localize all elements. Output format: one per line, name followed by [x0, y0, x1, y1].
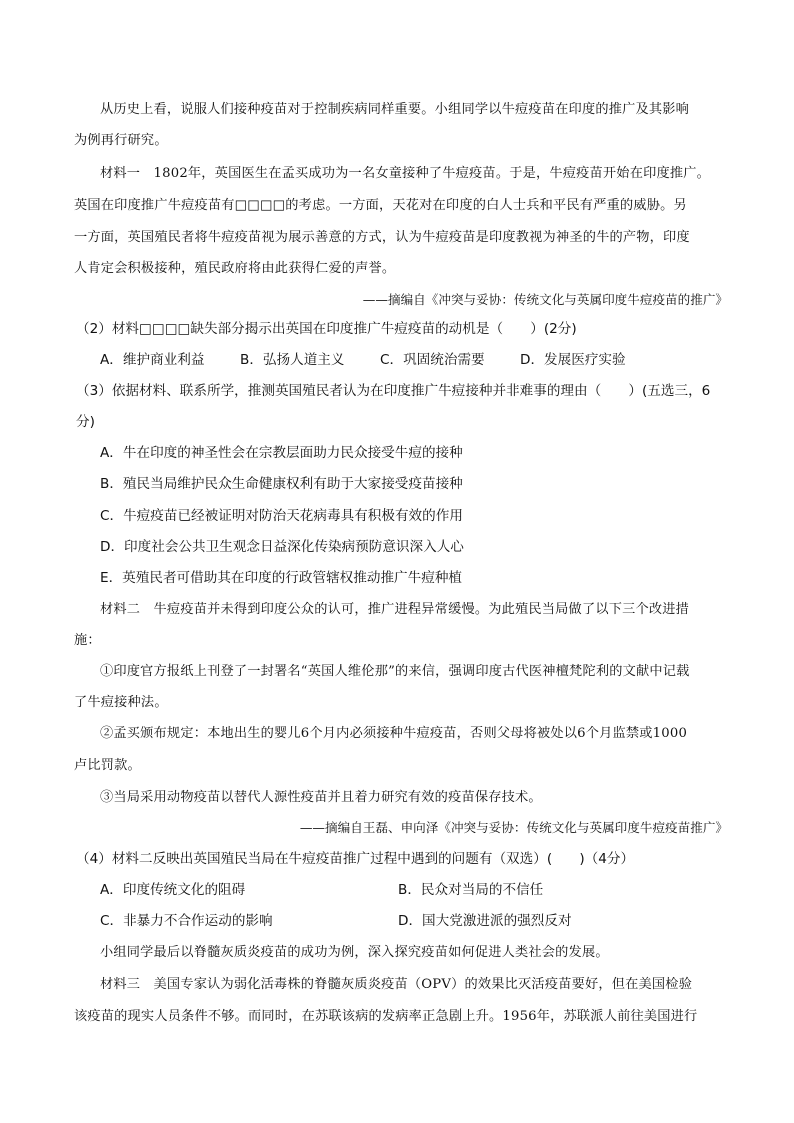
question-4-option-d: D．国大党激进派的强烈反对 [398, 913, 572, 929]
material2-item-3: ③当局采用动物疫苗以替代人源性疫苗并且着力研究有效的疫苗保存技术。 [100, 790, 542, 805]
material1-line-3: 一方面，英国殖民者将牛痘疫苗视为展示善意的方式，认为牛痘疫苗是印度教视为神圣的牛的产物，印度 [74, 230, 690, 245]
question-4-option-a: A．印度传统文化的阻碍 [100, 882, 246, 898]
question-2-option-a: A．维护商业利益 [100, 352, 205, 368]
question-3-option-b: B．殖民当局维护民众生命健康权利有助于大家接受疫苗接种 [100, 476, 463, 492]
material1-line-2: 英国在印度推广牛痘疫苗有□□□□的考虑。一方面，天花对在印度的白人士兵和平民有严重的威胁。另 [74, 198, 687, 213]
question-2-stem: （2）材料□□□□缺失部分揭示出英国在印度推广牛痘疫苗的动机是（ ）(2分) [76, 321, 577, 337]
material2-item-2-line-1: ②孟买颁布规定：本地出生的婴儿6个月内必须接种牛痘疫苗，否则父母将被处以6个月监禁或1000 [100, 726, 688, 741]
transition-text: 小组同学最后以脊髓灰质炎疫苗的成功为例，深入探究疫苗如何促进人类社会的发展。 [100, 945, 609, 960]
material2-item-2-line-2: 卢比罚款。 [74, 758, 141, 773]
material3-line-1: 材料三 美国专家认为弱化活毒株的脊髓灰质炎疫苗（OPV）的效果比灭活疫苗要好，但在美国检验 [100, 977, 693, 992]
question-4-stem: （4）材料二反映出英国殖民当局在牛痘疫苗推广过程中遇到的问题有（双选）( )（4分） [76, 851, 635, 867]
question-2-option-d: D．发展医疗实验 [520, 352, 626, 368]
question-3-stem-line-1: （3）依据材料、联系所学，推测英国殖民者认为在印度推广牛痘接种并非难事的理由（ ）(五选三，6 [76, 383, 711, 399]
material1-source: ——摘编自《冲突与妥协：传统文化与英属印度牛痘疫苗的推广》 [362, 292, 728, 307]
question-2-option-c: C．巩固统治需要 [380, 352, 485, 368]
material1-line-4: 人肯定会积极接种，殖民政府将由此获得仁爱的声誉。 [74, 261, 396, 276]
question-3-option-c: C．牛痘疫苗已经被证明对防治天花病毒具有积极有效的作用 [100, 508, 463, 524]
question-3-option-e: E．英殖民者可借助其在印度的行政管辖权推动推广牛痘种植 [100, 570, 463, 586]
question-4-option-c: C．非暴力不合作运动的影响 [100, 913, 273, 929]
question-3-option-d: D．印度社会公共卫生观念日益深化传染病预防意识深入人心 [100, 539, 464, 555]
question-2-option-b: B．弘扬人道主义 [240, 352, 345, 368]
material2-source: ——摘编自王磊、申向泽《冲突与妥协：传统文化与英属印度牛痘疫苗推广》 [299, 820, 728, 835]
material2-item-1-line-2: 了牛痘接种法。 [74, 695, 168, 710]
material1-line-1: 材料一 1802年，英国医生在孟买成功为一名女童接种了牛痘疫苗。于是，牛痘疫苗开始在印度推广。 [100, 166, 711, 181]
intro-line-2: 为例再行研究。 [74, 133, 168, 148]
material2-line-1: 材料二 牛痘疫苗并未得到印度公众的认可，推广进程异常缓慢。为此殖民当局做了以下三个改进措 [100, 602, 690, 617]
material3-line-2: 该疫苗的现实人员条件不够。而同时，在苏联该病的发病率正急剧上升。1956年，苏联派人前往美国进行 [74, 1009, 698, 1024]
question-3-option-a: A．牛在印度的神圣性会在宗教层面助力民众接受牛痘的接种 [100, 445, 463, 461]
question-4-option-b: B．民众对当局的不信任 [398, 882, 544, 898]
material2-item-1-line-1: ①印度官方报纸上刊登了一封署名“英国人维伦那”的来信，强调印度古代医神檀梵陀利的文献中记载 [100, 664, 690, 679]
intro-line-1: 从历史上看，说服人们接种疫苗对于控制疾病同样重要。小组同学以牛痘疫苗在印度的推广及其影响 [100, 102, 690, 117]
question-3-stem-line-2: 分) [76, 414, 95, 430]
material2-line-2: 施： [74, 633, 101, 648]
